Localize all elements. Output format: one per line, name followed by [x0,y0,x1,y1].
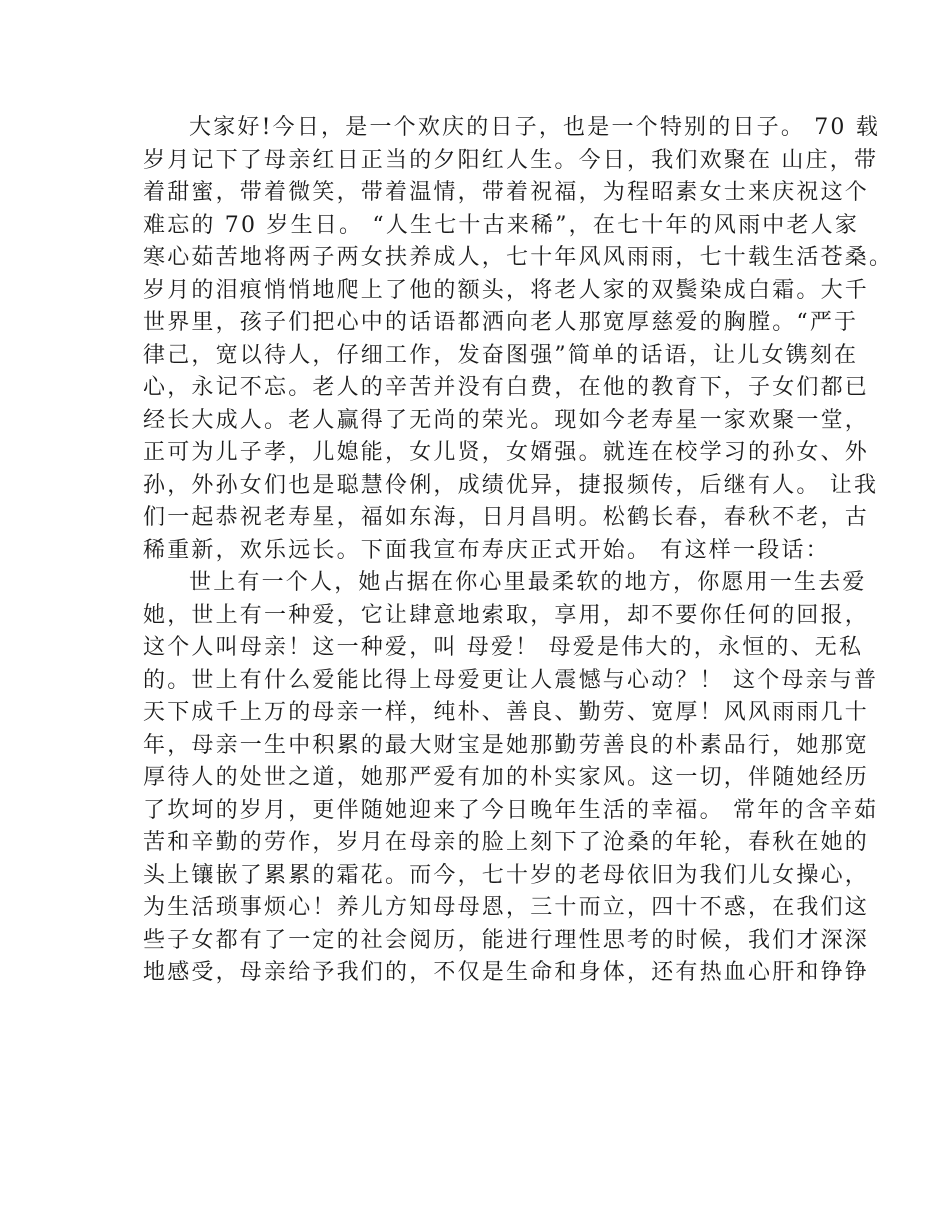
text-line: 世上有一个人，她占据在你心里最柔软的地方，你愿用一生去爱 [189,570,867,595]
text-line: 些子女都有了一定的社会阅历，能进行理性思考的时候，我们才深深 [143,927,870,953]
text-line: 大家好!今日，是一个欢庆的日子，也是一个特别的日子。 70 载 [189,115,881,140]
text-line: 律己，宽以待人，仔细工作，发奋图强”简单的话语，让儿女镌刻在 [143,342,859,368]
paragraph-2 [143,567,879,990]
text-line: 经长大成人。老人赢得了无尚的荣光。现如今老寿星一家欢聚一堂， [143,407,870,433]
text-line: 心，永记不忘。老人的辛苦并没有白费，在他的教育下，子女们都已 [143,375,870,400]
text-line: 这个人叫母亲！这一种爱，叫 母爱！ 母爱是伟大的，永恒的、无私 [143,635,864,660]
text-line: 们一起恭祝老寿星，福如东海，日月昌明。松鹤长春，春秋不老，古 [143,505,870,530]
text-line: 地感受，母亲给予我们的，不仅是生命和身体，还有热血心肝和铮铮 [143,960,870,985]
text-line: 的。世上有什么爱能比得上母爱更让人震憾与心动？！ 这个母亲与普 [143,667,879,693]
text-line: 她，世上有一种爱，它让肆意地索取，享用，却不要你任何的回报， [143,602,870,628]
text-line: 着甜蜜，带着微笑，带着温情，带着祝福，为程昭素女士来庆祝这个 [143,180,870,205]
text-line: 难忘的 70 岁生日。 “人生七十古来稀”，在七十年的风雨中老人家 [143,212,860,238]
text-line: 厚待人的处世之道，她那严爱有加的朴实家风。这一切，伴随她经历 [143,765,870,790]
text-line: 寒心茹苦地将两子两女扶养成人，七十年风风雨雨，七十载生活苍桑。 [143,245,894,270]
text-line: 了坎坷的岁月，更伴随她迎来了今日晚年生活的幸福。 常年的含辛茹 [143,797,879,823]
text-line: 岁月记下了母亲红日正当的夕阳红人生。今日，我们欢聚在 山庄，带 [143,147,879,173]
text-line: 世界里，孩子们把心中的话语都洒向老人那宽厚慈爱的胸膛。“严于 [143,310,859,335]
text-line: 岁月的泪痕悄悄地爬上了他的额头，将老人家的双鬓染成白霜。大千 [143,277,870,303]
text-line: 正可为儿子孝，儿媳能，女儿贤，女婿强。就连在校学习的孙女、外 [143,440,870,465]
document-body [143,112,894,990]
text-line: 年，母亲一生中积累的最大财宝是她那勤劳善良的朴素品行，她那宽 [143,732,870,758]
text-line: 苦和辛勤的劳作，岁月在母亲的脸上刻下了沧桑的年轮，春秋在她的 [143,830,870,855]
text-line: 天下成千上万的母亲一样，纯朴、善良、勤劳、宽厚！风风雨雨几十 [143,700,870,725]
text-line: 头上镶嵌了累累的霜花。而今，七十岁的老母依旧为我们儿女操心， [143,862,870,888]
text-line: 为生活琐事烦心！养儿方知母母恩，三十而立，四十不惑，在我们这 [143,895,870,920]
paragraph-1 [143,112,894,567]
text-line: 稀重新，欢乐远长。下面我宣布寿庆正式开始。 有这样一段话： [143,537,830,563]
text-line: 孙，外孙女们也是聪慧伶俐，成绩优异，捷报频传，后继有人。 让我 [143,472,879,498]
